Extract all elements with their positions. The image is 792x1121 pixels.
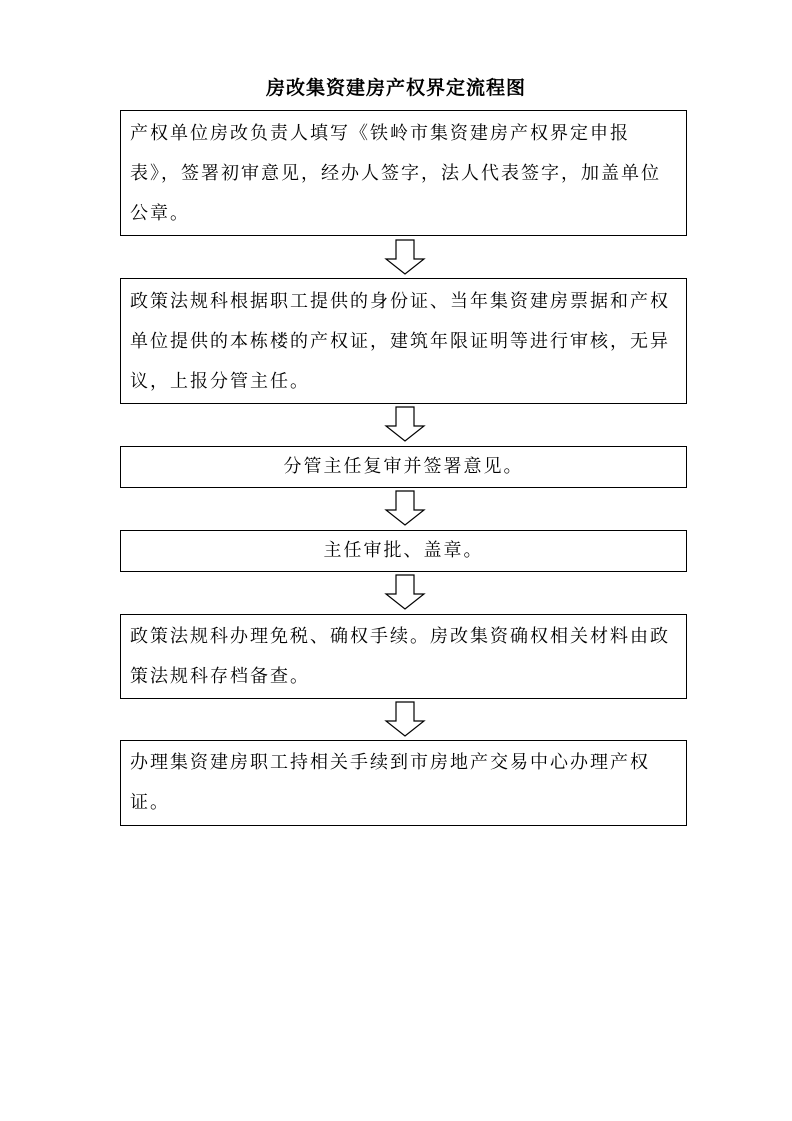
down-arrow-icon bbox=[384, 574, 426, 610]
flow-step-6-box bbox=[120, 740, 687, 826]
flow-step-4-box bbox=[120, 530, 687, 572]
flow-step-2-box bbox=[120, 278, 687, 404]
flow-step-1-text: 产权单位房改负责人填写《铁岭市集资建房产权界定申报表》，签署初审意见，经办人签字，法人代表签字，加盖单位公章。 bbox=[130, 123, 661, 224]
flow-step-6-text: 办理集资建房职工持相关手续到市房地产交易中心办理产权证。 bbox=[130, 752, 650, 813]
flow-step-1-box bbox=[120, 110, 687, 236]
diagram-title: 房改集资建房产权界定流程图 bbox=[265, 77, 526, 99]
flow-step-3-text: 分管主任复审并签署意见。 bbox=[283, 456, 524, 477]
flow-step-5-box bbox=[120, 614, 687, 699]
flow-step-2-text: 政策法规科根据职工提供的身份证、当年集资建房票据和产权单位提供的本栋楼的产权证，建筑年限证明等进行审核，无异议，上报分管主任。 bbox=[130, 291, 670, 392]
flow-step-3-box bbox=[120, 446, 687, 488]
flow-step-5-text: 政策法规科办理免税、确权手续。房改集资确权相关材料由政策法规科存档备查。 bbox=[130, 626, 670, 687]
down-arrow-icon bbox=[384, 490, 426, 526]
down-arrow-icon bbox=[384, 239, 426, 275]
down-arrow-icon bbox=[384, 701, 426, 737]
down-arrow-icon bbox=[384, 406, 426, 442]
flow-step-4-text: 主任审批、盖章。 bbox=[323, 540, 484, 561]
